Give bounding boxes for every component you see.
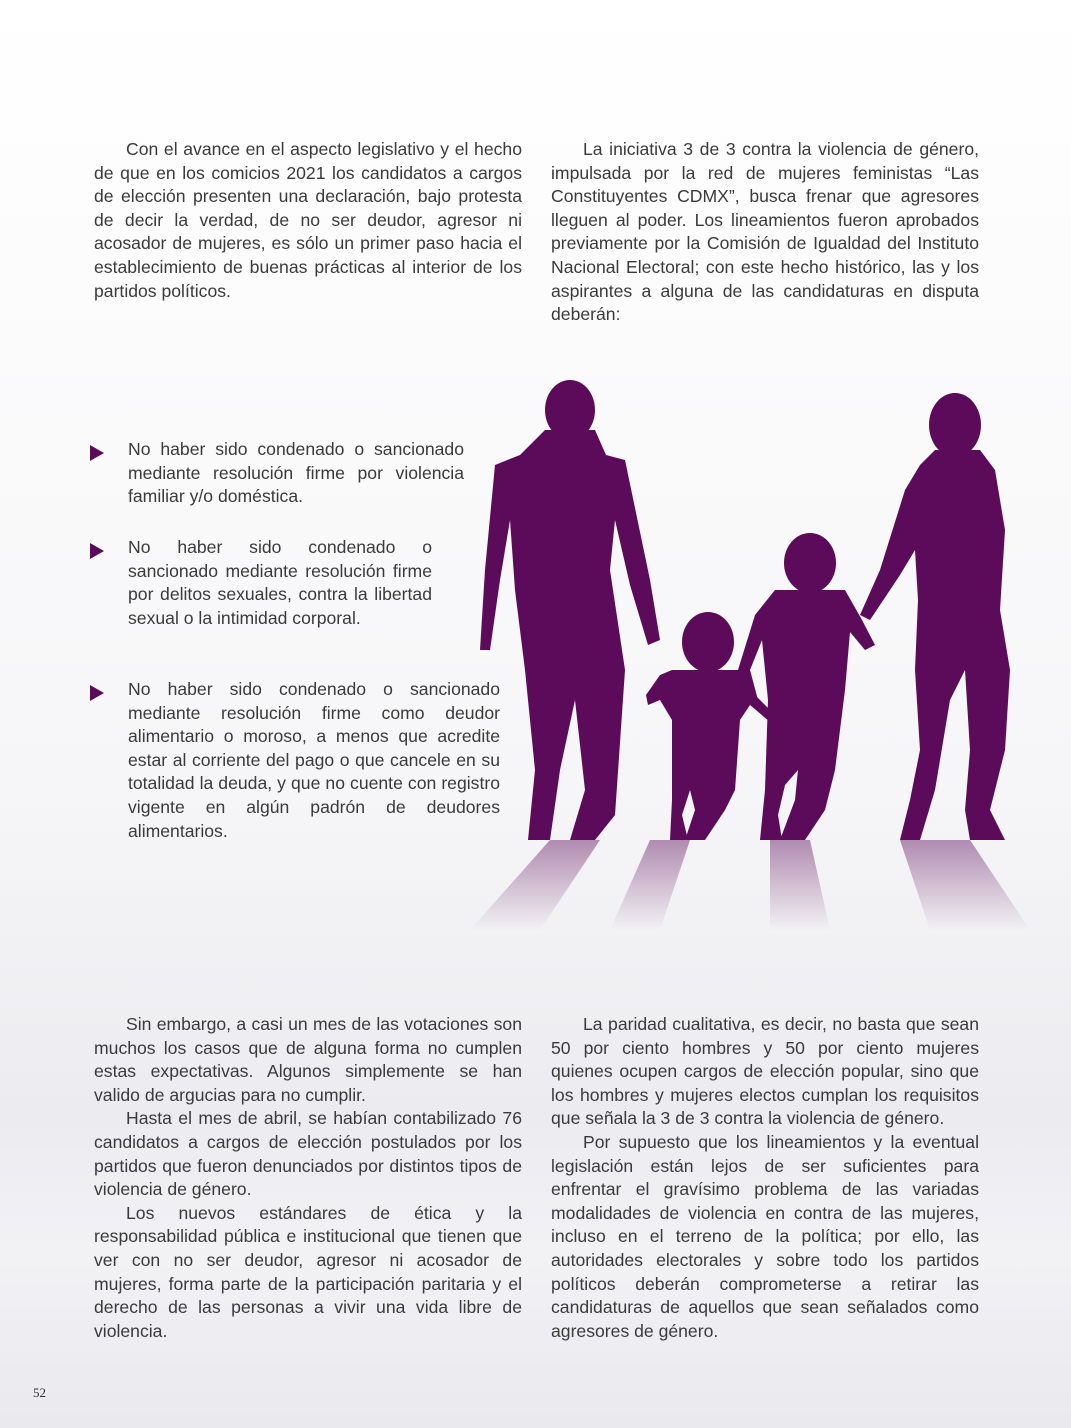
triangle-bullet-icon: [90, 685, 104, 701]
older-child-silhouette: [738, 533, 875, 840]
paragraph: Hasta el mes de abril, se habían contabilizado 76 candidatos a cargos de elección postulados por los partidos que fueron denunciados por distintos tipos de violencia de género.: [94, 1108, 522, 1200]
paragraph: Los nuevos estándares de ética y la responsabilidad pública e institucional que tienen que ver con no ser deudor, agresor ni acosador de mujeres, forma parte de la participación paritaria y el derecho de las personas a vivir una vida libre de violencia.: [94, 1202, 522, 1341]
mother-silhouette: [860, 393, 1010, 840]
triangle-bullet-icon: [90, 445, 104, 461]
paragraph: La iniciativa 3 de 3 contra la violencia de género, impulsada por la red de mujeres feministas “Las Constituyentes CDMX”, busca frenar que agresores lleguen al poder. Los lineamientos fueron aprobados previamente por la Comisión de Igualdad del Instituto Nacional Electoral; con este hecho histórico, las y los aspirantes a alguna de las candidaturas en disputa deberán:: [551, 139, 979, 325]
paragraph: La paridad cualitativa, es decir, no basta que sean 50 por ciento hombres y 50 por ciento mujeres quienes ocupen cargos de elección popular, sino que los hombres y mujeres electos cumplan los requisitos que señala la 3 de 3 contra la violencia de género.: [551, 1014, 979, 1129]
page-number: 52: [33, 1385, 46, 1400]
triangle-bullet-icon: [90, 543, 104, 559]
list-item-text: No haber sido condenado o sancionado mediante resolución firme como deudor alimentario o moroso, a menos que acredite estar al corriente del pago o que cancele en su totalidad la deuda, y que no cuente con registro vigente en algún padrón de deudores alimentarios.: [128, 679, 500, 841]
paragraph: Con el avance en el aspecto legislativo y el hecho de que en los comicios 2021 los candidatos a cargos de elección presenten una declaración, bajo protesta de decir la verdad, de no ser deudor, agresor ni acosador de mujeres, es sólo un primer paso hacia el establecimiento de buenas prácticas al interior de los partidos políticos.: [94, 139, 522, 301]
paragraph: Sin embargo, a casi un mes de las votaciones son muchos los casos que de alguna forma no cumplen estas expectativas. Algunos simplemente se han valido de argucias para no cumplir.: [94, 1014, 522, 1105]
column-top-left: [94, 138, 522, 303]
paragraph: Por supuesto que los lineamientos y la eventual legislación están lejos de ser suficientes para enfrentar el gravísimo problema de las variadas modalidades de violencia en contra de las mujeres, incluso en el terreno de la política; por ello, las autoridades electorales y sobre todo los partidos políticos deberán comprometerse a retirar las candidaturas de aquellos que sean señalados como agresores de género.: [551, 1131, 979, 1341]
column-top-right: [551, 138, 979, 327]
column-bottom-right: [551, 1013, 979, 1343]
family-figures: [480, 380, 1010, 840]
father-silhouette: [480, 380, 660, 840]
list-item-text: No haber sido condenado o sancionado mediante resolución firme por violencia familiar y/o doméstica.: [128, 439, 464, 507]
family-silhouette-illustration: [410, 370, 1050, 930]
column-bottom-left: [94, 1013, 522, 1343]
shadow-reflection: [470, 840, 1030, 930]
list-item-text: No haber sido condenado o sancionado mediante resolución firme por delitos sexuales, contra la libertad sexual o la intimidad corporal.: [128, 537, 432, 628]
